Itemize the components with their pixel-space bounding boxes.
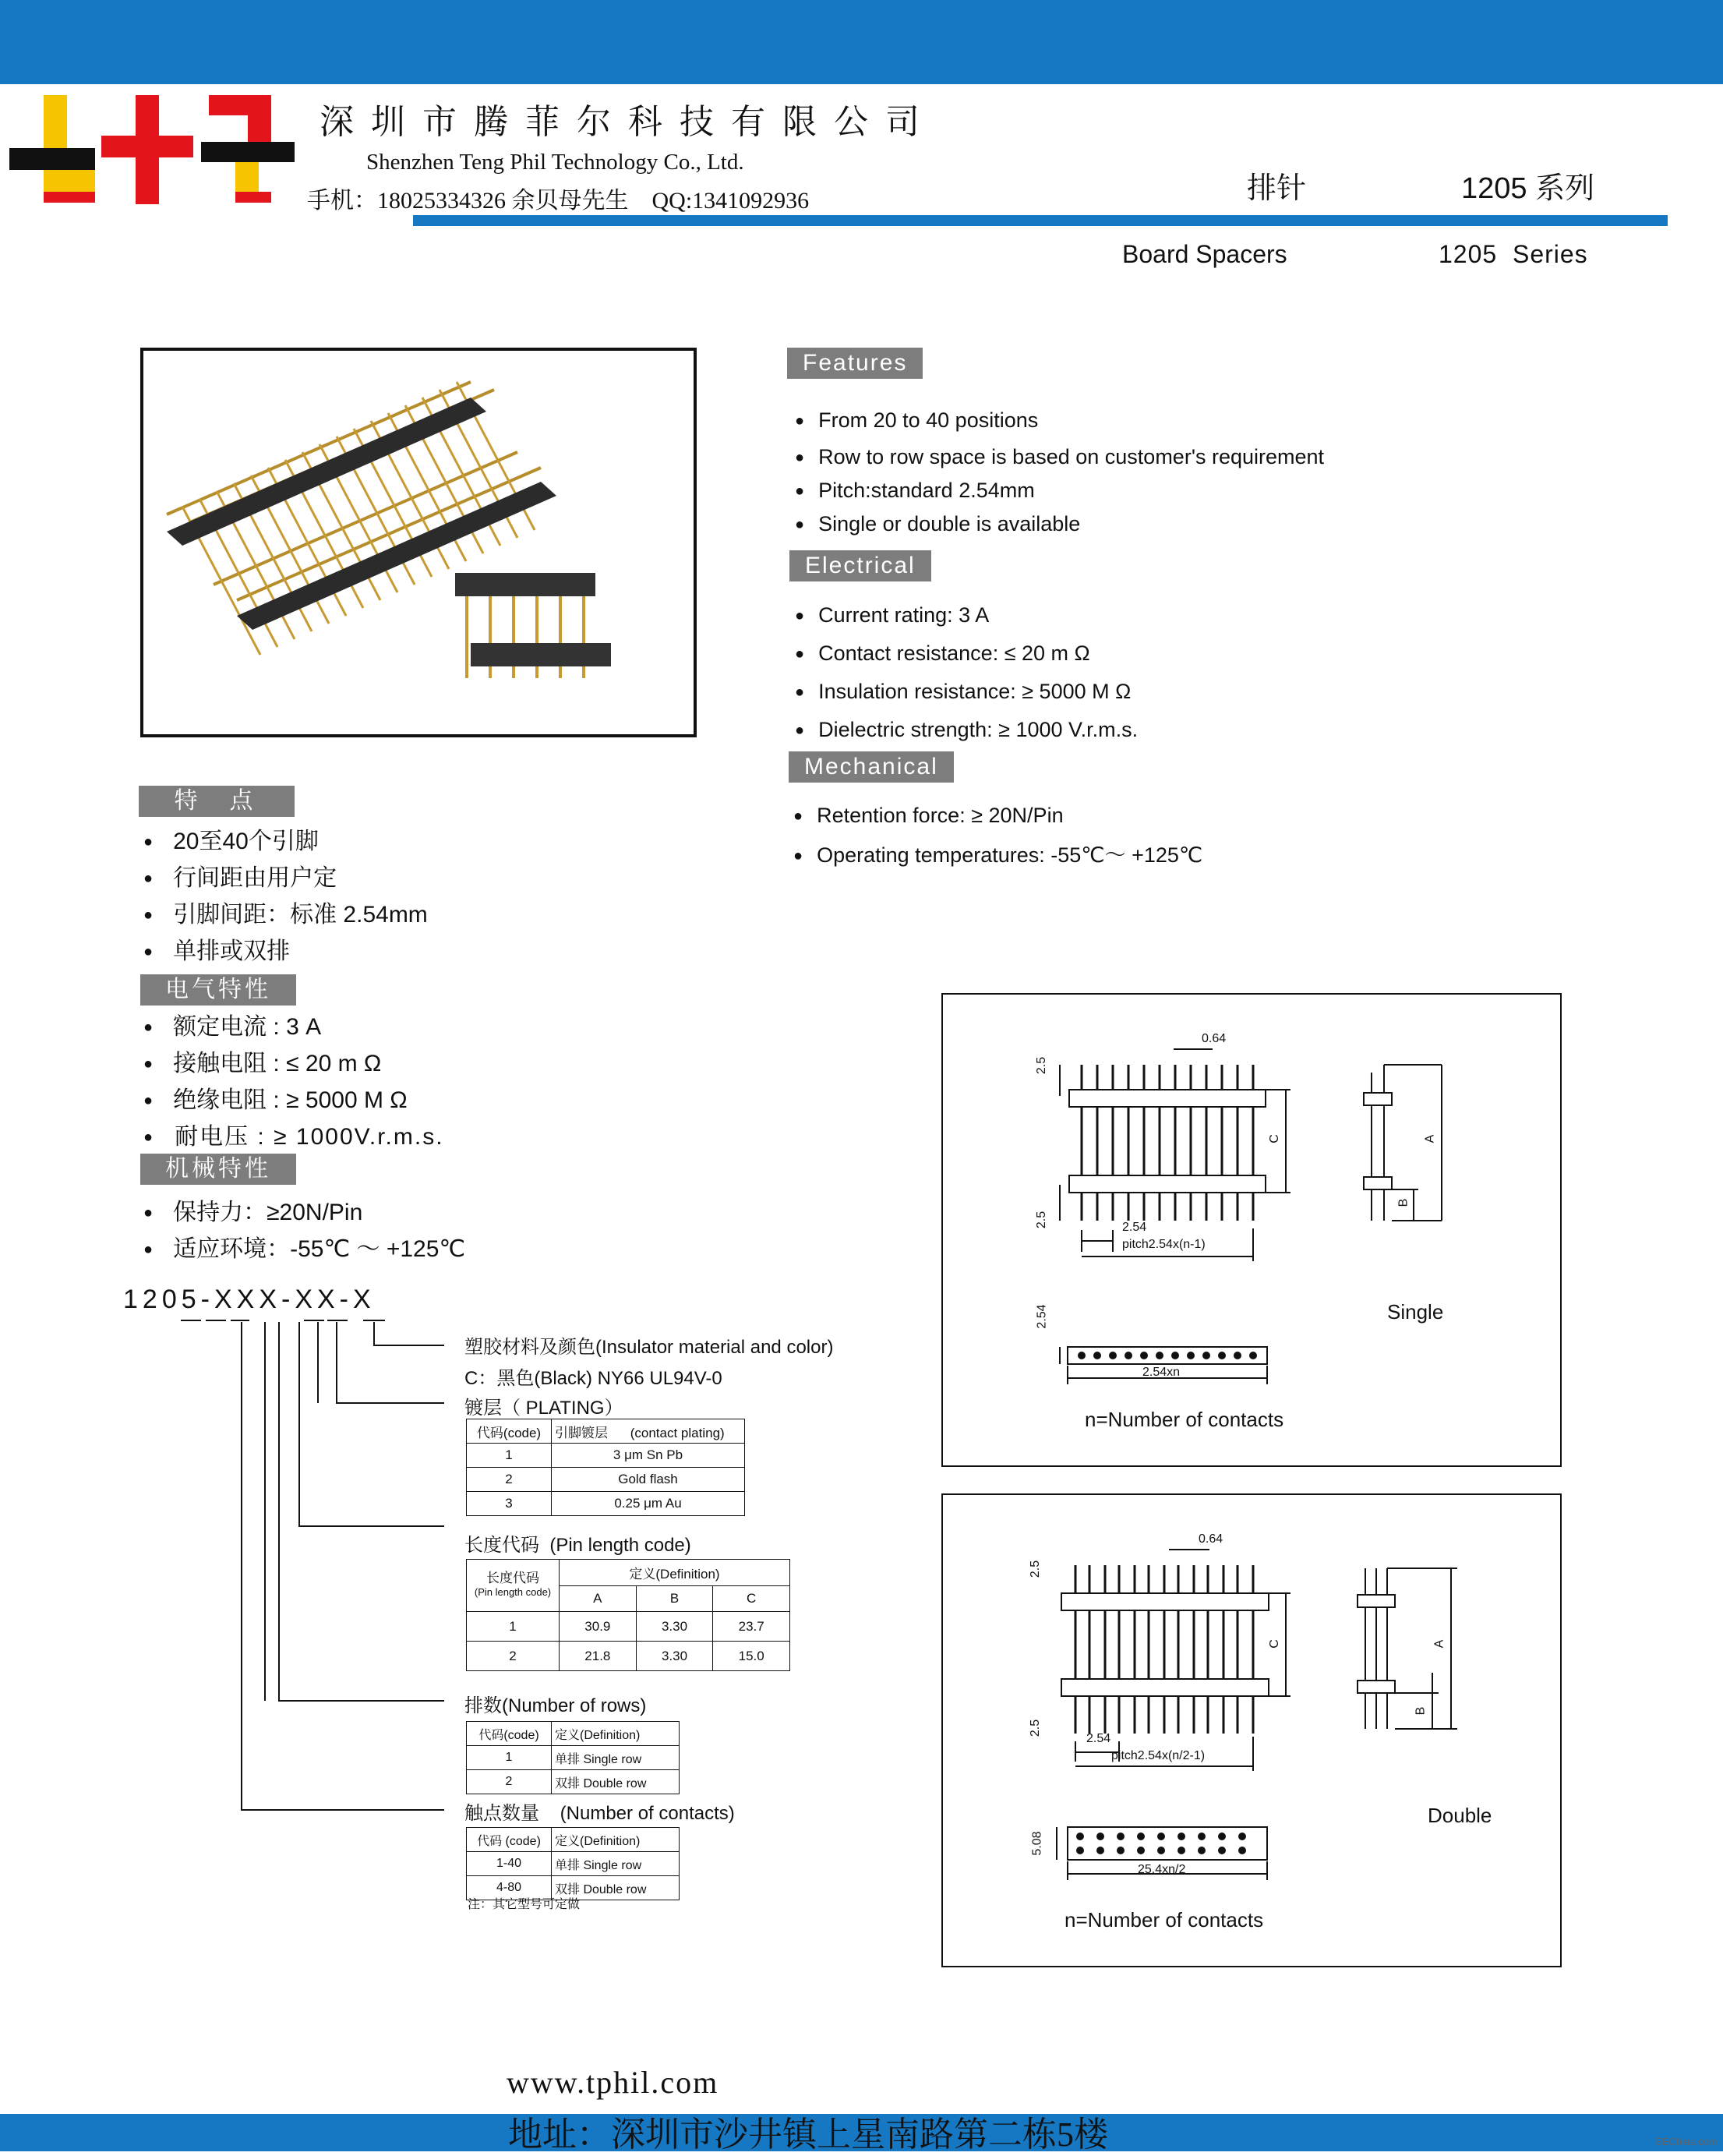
drawing-single-label: Single	[1387, 1300, 1444, 1324]
contacts-code: 4-80	[467, 1876, 552, 1900]
dim-single-b: B	[1396, 1198, 1411, 1207]
contacts-header-def: 定义(Definition)	[552, 1828, 680, 1852]
features-en-item: ● Single or double is available	[795, 507, 1324, 543]
dim-single-span: 2.54xn	[1142, 1366, 1181, 1379]
mechanical-cn-item: ● 保持力：≥20N/Pin	[143, 1196, 465, 1232]
dim-double-c: C	[1267, 1639, 1281, 1649]
length-code: 2	[467, 1642, 560, 1671]
length-header-def: 定义(Definition)	[560, 1560, 790, 1586]
dim-single-254: 2.54	[1122, 1221, 1147, 1234]
electrical-cn-item: ● 绝缘电阻 : ≥ 5000 M Ω	[143, 1083, 444, 1120]
contact-info: 手机：18025334326 余贝母先生 QQ:1341092936	[307, 188, 810, 214]
dim-single-c: C	[1267, 1134, 1281, 1143]
features-cn-label: 特 点	[139, 786, 295, 817]
contacts-def: 双排 Double row	[552, 1876, 680, 1900]
mechanical-cn-item: ● 适应环境：-55℃ ～ +125℃	[143, 1232, 465, 1269]
drawing-double-panel	[941, 1493, 1562, 1967]
plating-header-cn: 引脚镀层	[555, 1425, 608, 1440]
pin-length-table	[466, 1559, 790, 1671]
header-divider	[413, 215, 1668, 226]
length-c: 15.0	[713, 1642, 790, 1671]
length-a: 21.8	[560, 1642, 637, 1671]
plating-code: 1	[467, 1444, 552, 1468]
product-name-cn: 排针	[1247, 172, 1307, 205]
plating-header-code: 代码(code)	[467, 1419, 552, 1444]
dim-single-25-bottom: 2.5	[1035, 1211, 1049, 1229]
contacts-def: 单排 Single row	[552, 1852, 680, 1876]
company-logo	[9, 92, 298, 209]
length-col-c: C	[713, 1585, 790, 1612]
series-cn: 1205 系列	[1461, 172, 1595, 205]
electrical-cn-label: 电气特性	[140, 974, 296, 1006]
contacts-label: 触点数量 (Number of contacts)	[464, 1803, 735, 1824]
footer-website[interactable]: www.tphil.com	[507, 2065, 719, 2100]
drawing-single-note: n=Number of contacts	[1085, 1408, 1284, 1431]
features-en-list	[795, 403, 1324, 543]
rows-header-def: 定义(Definition)	[552, 1722, 680, 1746]
plating-label: 镀层（ PLATING）	[464, 1398, 623, 1419]
dim-double-b: B	[1414, 1706, 1428, 1716]
features-cn-list	[143, 825, 428, 971]
company-name-cn: 深圳市腾菲尔科技有限公司	[320, 103, 937, 141]
electrical-en-label: Electrical	[789, 550, 931, 581]
mechanical-en-item: ● Operating temperatures: -55℃～ +125℃	[793, 836, 1202, 876]
features-cn-item: ● 单排或双排	[143, 935, 428, 971]
dim-double-span: 25.4xn/2	[1138, 1863, 1186, 1876]
electrical-cn-item: ● 耐电压 : ≥ 1000V.r.m.s.	[143, 1120, 444, 1157]
custom-note: 注：其它型号可定做	[468, 1898, 581, 1911]
features-cn-item: ● 引脚间距：标准 2.54mm	[143, 898, 428, 935]
footer-address: 地址：深圳市沙井镇上星南路第二栋5楼	[508, 2115, 1108, 2154]
dim-double-side-508: 5.08	[1030, 1831, 1044, 1856]
electrical-en-item: ● Dielectric strength: ≥ 1000 V.r.m.s.	[795, 712, 1138, 750]
features-en-item: ● From 20 to 40 positions	[795, 403, 1324, 440]
dim-single-064: 0.64	[1202, 1032, 1227, 1045]
top-banner	[0, 0, 1723, 84]
insulator-label: 塑胶材料及颜色(Insulator material and color)	[464, 1337, 834, 1358]
company-name-en: Shenzhen Teng Phil Technology Co., Ltd.	[366, 150, 744, 175]
mechanical-cn-list	[143, 1196, 465, 1269]
mechanical-en-list	[793, 797, 1202, 876]
length-b: 3.30	[636, 1612, 713, 1642]
mechanical-cn-label: 机械特性	[140, 1154, 296, 1185]
dim-single-a: A	[1423, 1134, 1437, 1143]
dim-single-side-254: 2.54	[1035, 1304, 1049, 1329]
dim-double-25-top: 2.5	[1029, 1560, 1043, 1578]
plating-header-en: (contact plating)	[630, 1425, 725, 1440]
features-en-label: Features	[787, 348, 923, 379]
product-name-en: Board Spacers	[1122, 240, 1287, 268]
rows-header-code: 代码(code)	[467, 1722, 552, 1746]
part-number-leader-lines	[117, 1317, 475, 1832]
plating-code: 2	[467, 1468, 552, 1492]
electrical-en-item: ● Insulation resistance: ≥ 5000 M Ω	[795, 673, 1138, 712]
electrical-en-item: ● Current rating: 3 A	[795, 597, 1138, 635]
electrical-cn-item: ● 额定电流 : 3 A	[143, 1010, 444, 1047]
plating-value: 3 μm Sn Pb	[552, 1444, 745, 1468]
dim-double-25-bottom: 2.5	[1029, 1719, 1043, 1737]
dim-double-a: A	[1432, 1639, 1446, 1649]
electrical-cn-item: ● 接触电阻 : ≤ 20 m Ω	[143, 1047, 444, 1083]
drawing-double-label: Double	[1428, 1804, 1492, 1827]
rows-code: 1	[467, 1746, 552, 1770]
product-photo	[140, 348, 697, 737]
features-cn-item: ● 行间距由用户定	[143, 861, 428, 898]
rows-label: 排数(Number of rows)	[464, 1695, 647, 1716]
rows-def: 双排 Double row	[552, 1770, 680, 1794]
dim-double-064: 0.64	[1199, 1532, 1223, 1546]
features-en-item: ● Pitch:standard 2.54mm	[795, 476, 1324, 507]
series-en: 1205 Series	[1439, 240, 1588, 268]
length-code: 1	[467, 1612, 560, 1642]
length-c: 23.7	[713, 1612, 790, 1642]
length-label: 长度代码 (Pin length code)	[464, 1535, 691, 1556]
contacts-table	[466, 1827, 680, 1900]
plating-code: 3	[467, 1492, 552, 1516]
contacts-header-code: 代码 (code)	[467, 1828, 552, 1852]
rows-table	[466, 1721, 680, 1794]
length-col-a: A	[560, 1585, 637, 1612]
features-en-item: ● Row to row space is based on customer's requirement	[795, 440, 1324, 476]
length-header-en: (Pin length code)	[474, 1586, 552, 1598]
mechanical-en-label: Mechanical	[789, 751, 954, 783]
contacts-code: 1-40	[467, 1852, 552, 1876]
length-header-cn: 长度代码	[486, 1571, 539, 1585]
length-a: 30.9	[560, 1612, 637, 1642]
length-b: 3.30	[636, 1642, 713, 1671]
pin-header-illustration	[143, 351, 694, 734]
drawing-single-panel	[941, 993, 1562, 1467]
plating-value: 0.25 μm Au	[552, 1492, 745, 1516]
electrical-cn-list	[143, 1010, 444, 1157]
dim-single-25-top: 2.5	[1035, 1056, 1049, 1075]
plating-value: Gold flash	[552, 1468, 745, 1492]
electrical-en-list	[795, 597, 1138, 750]
dim-double-pitch: pitch2.54x(n/2-1)	[1111, 1749, 1206, 1762]
part-number-code: 1205-XXX-XX-X	[123, 1285, 376, 1314]
plating-table	[466, 1419, 745, 1516]
rows-code: 2	[467, 1770, 552, 1794]
dim-single-pitch: pitch2.54x(n-1)	[1122, 1238, 1206, 1251]
features-cn-item: ● 20至40个引脚	[143, 825, 428, 861]
watermark: EEChina.com	[1655, 2136, 1718, 2147]
mechanical-en-item: ● Retention force: ≥ 20N/Pin	[793, 797, 1202, 836]
electrical-en-item: ● Contact resistance: ≤ 20 m Ω	[795, 635, 1138, 673]
drawing-double-note: n=Number of contacts	[1065, 1908, 1264, 1932]
dim-double-254: 2.54	[1086, 1732, 1111, 1745]
length-col-b: B	[636, 1585, 713, 1612]
insulator-value: C：黑色(Black) NY66 UL94V-0	[464, 1368, 722, 1389]
rows-def: 单排 Single row	[552, 1746, 680, 1770]
